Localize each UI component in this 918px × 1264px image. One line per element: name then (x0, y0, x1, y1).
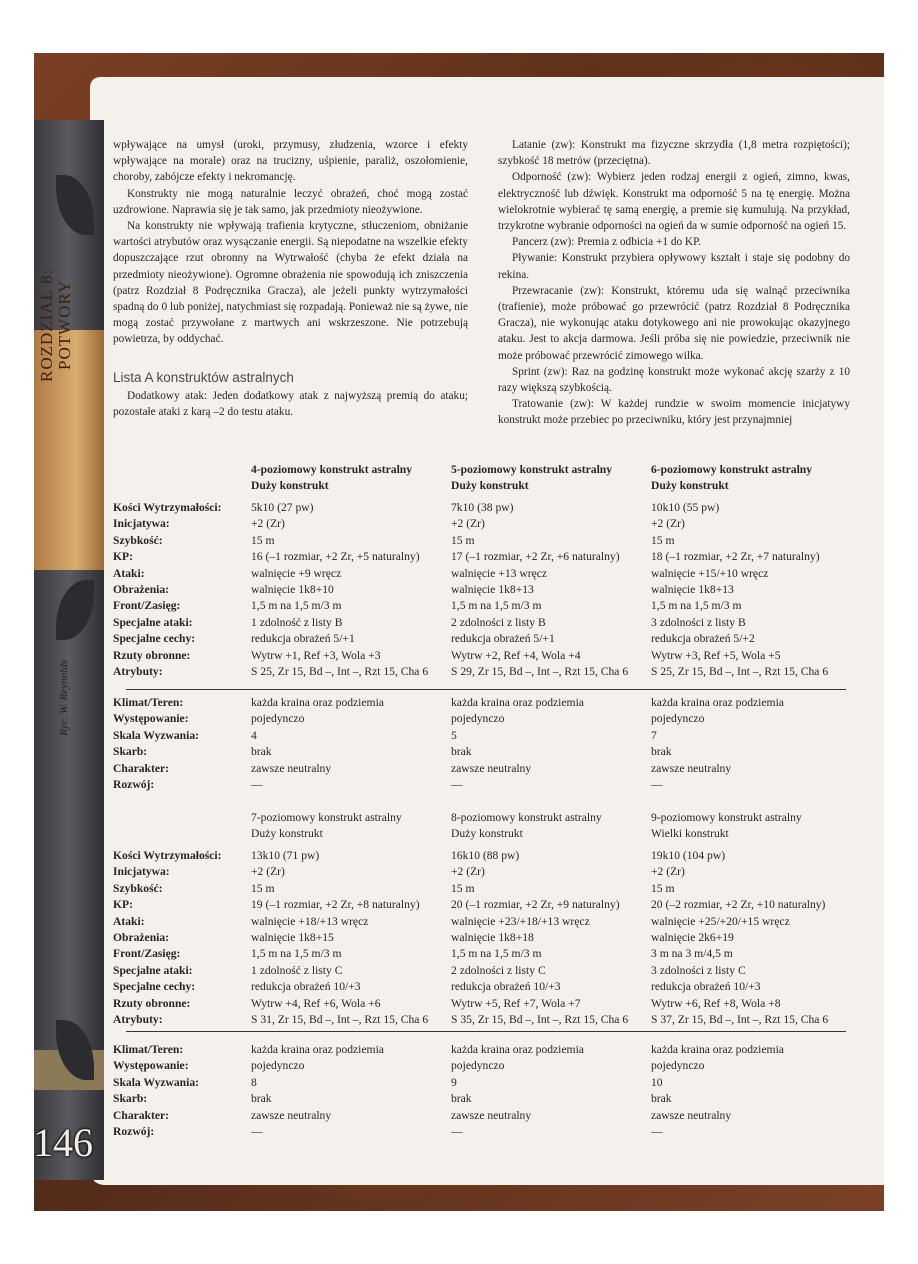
stat-value: 16k10 (88 pw) (451, 849, 520, 862)
page-number: 146 (33, 1120, 93, 1165)
stat-value: 20 (–1 rozmiar, +2 Zr, +9 naturalny) (451, 898, 620, 912)
column-header: 6-poziomowy konstrukt astralny Duży konstrukt (651, 463, 813, 493)
stat-value: 19 (–1 rozmiar, +2 Zr, +8 naturalny) (251, 898, 420, 912)
stat-value: każda kraina oraz podziemia (251, 1043, 384, 1056)
stat-value: każda kraina oraz podziemia (651, 696, 784, 709)
stat-value: brak (451, 745, 472, 759)
stat-label: Front/Zasięg: (113, 947, 181, 961)
stat-label: KP: (113, 550, 133, 564)
paragraph: Na konstrukty nie wpływają trafienia krytyczne, stłuczeniom, obniżanie wartości atrybutów oraz wysączanie energii. Są niepodatne na wszelkie efekty dopuszczające rzut obronny na Wytrwałość (chyba że efekt działa na przedmioty nieożywione). Ogromne obrażenia nie spowodują ich zniszczenia (patrz Rozdział 8 Podręcznika Gracza), ale jeżeli punkty wytrzymałości spadną do 0 lub poniżej, natychmiast się rozpadają. Ponieważ nie są żywe, nie mogą zostać przywołane z martwych ani wskrzeszone. Nie potrzebują powietrza, by oddychać. (113, 220, 468, 346)
stat-value: 8 (251, 1075, 257, 1089)
stat-label: Ataki: (113, 566, 145, 580)
stat-value: 17 (–1 rozmiar, +2 Zr, +6 naturalny) (451, 550, 620, 564)
stat-value: Wytrw +5, Ref +7, Wola +7 (451, 996, 581, 1010)
stat-value: walnięcie 1k8+18 (451, 931, 534, 944)
stat-value: 18 (–1 rozmiar, +2 Zr, +7 naturalny) (651, 550, 820, 564)
stat-value: S 35, Zr 15, Bd –, Int –, Rzt 15, Cha 6 (451, 1013, 629, 1026)
stat-label: Specjalne ataki: (113, 963, 193, 977)
stat-value: +2 (Zr) (451, 865, 485, 879)
stat-value: zawsze neutralny (251, 761, 332, 775)
stat-value: 5k10 (27 pw) (251, 501, 314, 514)
stat-value: każda kraina oraz podziemia (651, 1043, 784, 1056)
paragraph: Pływanie: Konstrukt przybiera opływowy kształt i staje się podobny do rekina. (498, 252, 850, 281)
stat-value: zawsze neutralny (251, 1108, 332, 1122)
stat-value: Wytrw +4, Ref +6, Wola +6 (251, 996, 381, 1010)
stat-value: 3 zdolności z listy B (651, 615, 746, 629)
stat-label: Obrażenia: (113, 583, 170, 596)
column-header: 7-poziomowy konstrukt astralny Duży konstrukt (251, 811, 402, 841)
paragraph: wpływające na umysł (uroki, przymusy, złudzenia, wzorce i efekty wpływające na morale) oraz na trucizny, uśpienie, paraliż, oszołomienie, choroby, zabójcze efekty i nekromancję. (113, 139, 468, 184)
paragraph: Latanie (zw): Konstrukt ma fizyczne skrzydła (1,8 metra rozpiętości); szybkość 18 metrów (przeciętna). (498, 139, 850, 168)
stat-value: walnięcie 1k8+15 (251, 931, 334, 944)
stat-label: Skala Wyzwania: (113, 728, 200, 742)
stat-value: pojedynczo (451, 712, 505, 726)
stat-value: redukcja obrażeń 5/+2 (651, 632, 755, 646)
stat-label: Ataki: (113, 914, 145, 928)
column-header: 8-poziomowy konstrukt astralny Duży konstrukt (451, 811, 602, 841)
stat-value: Wytrw +1, Ref +3, Wola +3 (251, 648, 381, 662)
stat-value: pojedynczo (251, 1059, 305, 1073)
stat-value: 1 zdolność z listy B (251, 615, 343, 629)
stat-value: pojedynczo (651, 712, 705, 726)
stat-value: walnięcie +23/+18/+13 wręcz (451, 914, 590, 928)
stat-value: 2 zdolności z listy B (451, 615, 546, 629)
ecology-block-1 (113, 695, 853, 795)
stat-value: 5 (451, 728, 457, 742)
divider (126, 689, 846, 690)
stat-label: Występowanie: (113, 712, 189, 726)
stat-label: Atrybuty: (113, 665, 163, 678)
stat-value: 10k10 (55 pw) (651, 501, 720, 514)
stat-value: walnięcie +13 wręcz (451, 566, 548, 580)
stat-value: S 25, Zr 15, Bd –, Int –, Rzt 15, Cha 6 (251, 665, 429, 678)
column-header: 9-poziomowy konstrukt astralny Wielki konstrukt (651, 811, 802, 841)
stat-value: — (251, 1125, 263, 1138)
stat-value: pojedynczo (651, 1059, 705, 1073)
stat-value: +2 (Zr) (251, 517, 285, 531)
stat-value: — (451, 1125, 463, 1138)
stat-value: S 29, Zr 15, Bd –, Int –, Rzt 15, Cha 6 (451, 665, 629, 678)
stat-label: Skarb: (113, 1092, 148, 1106)
stat-label: Specjalne ataki: (113, 615, 193, 629)
stat-value: 1,5 m na 1,5 m/3 m (451, 599, 542, 613)
paragraph: Konstrukty nie mogą naturalnie leczyć obrażeń, choć mogą zostać uzdrowione. Naprawia się je tak samo, jak przedmioty nieożywione. (113, 187, 468, 216)
paragraph: Sprint (zw): Raz na godzinę konstrukt może wykonać akcję szarży z 10 razy większą szybkością. (498, 365, 850, 395)
left-column (113, 137, 468, 348)
stat-value: 19k10 (104 pw) (651, 849, 726, 862)
stat-value: 16 (–1 rozmiar, +2 Zr, +5 naturalny) (251, 550, 420, 564)
stat-label: KP: (113, 898, 133, 912)
stat-block-2 (113, 810, 853, 1026)
stat-value: 1,5 m na 1,5 m/3 m (251, 599, 342, 613)
stat-value: 1,5 m na 1,5 m/3 m (451, 947, 542, 961)
stat-value: redukcja obrażeń 5/+1 (251, 632, 355, 646)
stat-value: 20 (–2 rozmiar, +2 Zr, +10 naturalny) (651, 898, 826, 912)
stat-value: 15 m (251, 881, 275, 895)
column-header: 4-poziomowy konstrukt astralny Duży konstrukt (251, 463, 413, 493)
stat-label: Szybkość: (113, 881, 163, 895)
stat-value: walnięcie +15/+10 wręcz (651, 566, 769, 580)
stat-value: S 25, Zr 15, Bd –, Int –, Rzt 15, Cha 6 (651, 665, 829, 678)
stat-value: 1,5 m na 1,5 m/3 m (251, 947, 342, 961)
stat-label: Charakter: (113, 1108, 170, 1122)
stat-value: S 31, Zr 15, Bd –, Int –, Rzt 15, Cha 6 (251, 1013, 429, 1026)
stat-label: Szybkość: (113, 533, 163, 547)
stat-value: walnięcie +9 wręcz (251, 566, 342, 580)
stat-value: +2 (Zr) (251, 865, 285, 879)
column-header: 5-poziomowy konstrukt astralny Duży konstrukt (451, 463, 613, 493)
stat-value: 13k10 (71 pw) (251, 849, 320, 862)
stat-value: Wytrw +3, Ref +5, Wola +5 (651, 648, 781, 662)
stat-value: 1 zdolność z listy C (251, 963, 343, 977)
chapter-title: ROZDZIAŁ 8: POTWORY (37, 268, 74, 382)
stat-value: redukcja obrażeń 10/+3 (451, 980, 561, 994)
stat-value: 7 (651, 728, 657, 742)
stat-value: 4 (251, 728, 257, 742)
stat-label: Obrażenia: (113, 931, 170, 944)
stat-value: 10 (651, 1075, 663, 1089)
stat-value: Wytrw +6, Ref +8, Wola +8 (651, 996, 781, 1010)
stat-value: — (651, 778, 663, 791)
stat-label: Kości Wytrzymałości: (113, 849, 222, 862)
stat-value: brak (451, 1092, 472, 1106)
divider (126, 1031, 846, 1032)
stat-value: — (451, 778, 463, 791)
stat-value: 15 m (651, 533, 675, 547)
stat-value: zawsze neutralny (651, 1108, 732, 1122)
right-column (498, 137, 850, 429)
extra-attack-text (113, 388, 468, 420)
stat-value: zawsze neutralny (651, 761, 732, 775)
stat-label: Rozwój: (113, 778, 155, 791)
stat-label: Inicjatywa: (113, 865, 170, 879)
stat-label: Specjalne cechy: (113, 980, 196, 994)
stat-value: Wytrw +2, Ref +4, Wola +4 (451, 648, 581, 662)
stat-value: 2 zdolności z listy C (451, 963, 546, 977)
ecology-block-2 (113, 1042, 853, 1152)
stat-label: Specjalne cechy: (113, 632, 196, 646)
stat-value: 3 zdolności z listy C (651, 963, 746, 977)
stat-value: 15 m (251, 533, 275, 547)
paragraph: Pancerz (zw): Premia z odbicia +1 do KP. (512, 236, 701, 249)
stat-label: Charakter: (113, 761, 170, 775)
stat-value: pojedynczo (251, 712, 305, 726)
stat-label: Skala Wyzwania: (113, 1075, 200, 1089)
stat-value: 15 m (651, 881, 675, 895)
stat-value: 1,5 m na 1,5 m/3 m (651, 599, 742, 613)
stat-value: +2 (Zr) (451, 517, 485, 531)
stat-label: Kości Wytrzymałości: (113, 501, 222, 514)
stat-label: Klimat/Teren: (113, 1043, 184, 1056)
paragraph: Odporność (zw): Wybierz jeden rodzaj energii z ogień, zimno, kwas, elektryczność lub dźwięk. Konstrukt ma odporność 5 na tę energię. Można wielokrotnie wybierać tę samą energię, a premie się kumulują. Na przykład, trzykrotne wybranie odporności na ogień da w sumie odporność na ogień 15. (498, 171, 850, 233)
illustration-credit: Ryc. W. Reynolds (58, 660, 70, 736)
stat-value: walnięcie +25/+20/+15 wręcz (651, 914, 790, 928)
stat-value: +2 (Zr) (651, 865, 685, 879)
stat-value: każda kraina oraz podziemia (451, 1043, 584, 1056)
stat-value: 7k10 (38 pw) (451, 501, 514, 514)
stat-value: walnięcie 2k6+19 (651, 931, 734, 944)
paragraph: Przewracanie (zw): Konstrukt, któremu uda się walnąć przeciwnika (trafienie), może próbować go przewrócić (patrz Rozdział 8 Podręcznika Gracza), nie wykonując ataku dotykowego ani nie prowokując okazyjnego ataku. Jest to akcja darmowa. Jeśli próba się nie powiedzie, przeciwnik nie może próbować przewrócić zimowego wilka. (498, 284, 850, 362)
stat-value: brak (651, 1092, 672, 1106)
stat-label: Inicjatywa: (113, 517, 170, 531)
stat-value: 9 (451, 1075, 457, 1089)
stat-value: walnięcie 1k8+13 (651, 583, 734, 596)
stat-label: Występowanie: (113, 1059, 189, 1073)
stat-label: Klimat/Teren: (113, 696, 184, 709)
stat-label: Front/Zasięg: (113, 599, 181, 613)
stat-value: 15 m (451, 881, 475, 895)
stat-value: każda kraina oraz podziemia (451, 696, 584, 709)
stat-label: Rozwój: (113, 1125, 155, 1138)
stat-value: redukcja obrażeń 10/+3 (651, 980, 761, 994)
stat-value: walnięcie 1k8+10 (251, 583, 334, 596)
stat-label: Skarb: (113, 745, 148, 759)
stat-value: brak (251, 1092, 272, 1106)
stat-value: walnięcie +18/+13 wręcz (251, 914, 369, 928)
stat-value: walnięcie 1k8+13 (451, 583, 534, 596)
stat-label: Atrybuty: (113, 1013, 163, 1026)
stat-label: Rzuty obronne: (113, 648, 191, 662)
stat-value: S 37, Zr 15, Bd –, Int –, Rzt 15, Cha 6 (651, 1013, 829, 1026)
stat-value: pojedynczo (451, 1059, 505, 1073)
stat-value: brak (651, 745, 672, 759)
stat-block-1 (113, 462, 853, 682)
stat-value: brak (251, 745, 272, 759)
stat-value: — (651, 1125, 663, 1138)
paragraph: Dodatkowy atak: Jeden dodatkowy atak z najwyższą premią do ataku; pozostałe ataki z karą –2 do testu ataku. (113, 390, 468, 419)
stat-value: +2 (Zr) (651, 517, 685, 531)
stat-value: 15 m (451, 533, 475, 547)
stat-value: — (251, 778, 263, 791)
stat-value: 3 m na 3 m/4,5 m (651, 947, 733, 961)
stat-value: redukcja obrażeń 5/+1 (451, 632, 555, 646)
section-heading: Lista A konstruktów astralnych (113, 370, 294, 385)
stat-value: zawsze neutralny (451, 1108, 532, 1122)
stat-value: każda kraina oraz podziemia (251, 696, 384, 709)
paragraph: Tratowanie (zw): W każdej rundzie w swoim momencie inicjatywy konstrukt może przebiec po przeciwniku, który jest przynajmniej (498, 398, 850, 427)
stat-value: zawsze neutralny (451, 761, 532, 775)
stat-value: redukcja obrażeń 10/+3 (251, 980, 361, 994)
stat-label: Rzuty obronne: (113, 996, 191, 1010)
